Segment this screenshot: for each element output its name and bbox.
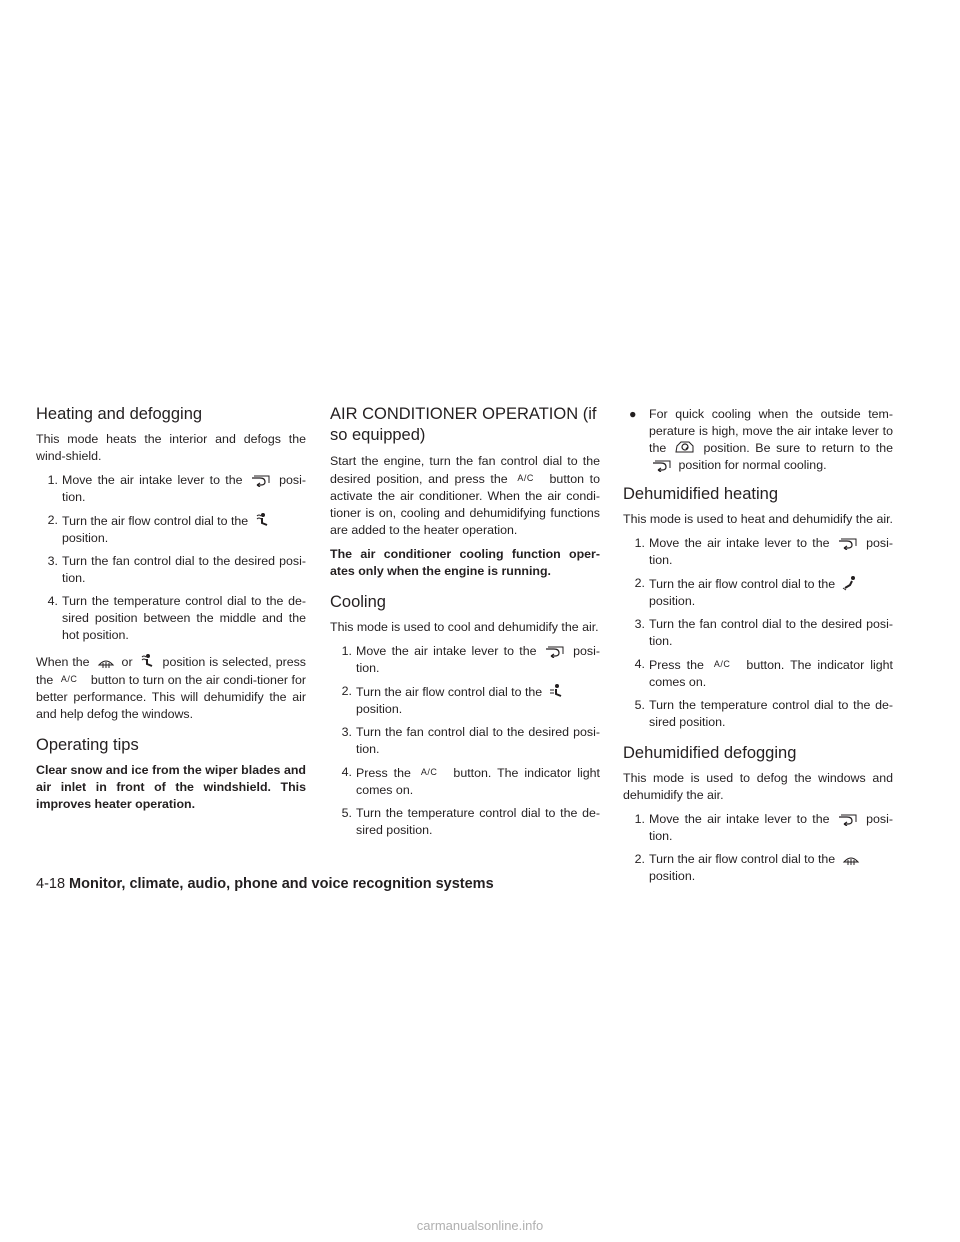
- page-footer: [36, 876, 494, 892]
- list-item: 5. Turn the temperature control dial to the de-sired position.: [634, 698, 893, 729]
- heading-heating-defogging: Heating and defogging: [36, 405, 203, 423]
- recirculate-air-icon: [675, 441, 695, 455]
- floor-icon: [842, 575, 858, 591]
- ac-bold-note: The air conditioner cooling function oper-ates only when the engine is running.: [330, 547, 600, 578]
- list-item: 3. Turn the fan control dial to the desired posi-tion.: [341, 725, 600, 756]
- outside-air-icon: [251, 475, 271, 487]
- heating-intro: This mode heats the interior and defogs the wind-shield.: [36, 432, 306, 463]
- cooling-intro: This mode is used to cool and dehumidify the air.: [330, 620, 599, 634]
- when-selected-paragraph: When the or position is selected, press the A/C button to turn on the air condi-tioner for better performance. This will dehumidify the air and help defog the windows.: [36, 655, 307, 721]
- ac-intro: Start the engine, turn the fan control dial to the desired position, and press the A/C button to activate the air conditioner. When the air condi-tioner is on, cooling and dehumidifying functions are added to the heater operation.: [330, 454, 600, 537]
- list-item: 2. Turn the air flow control dial to the position.: [36, 512, 306, 547]
- column-1: [36, 404, 306, 820]
- heading-dehumidified-defogging: Dehumidified defogging: [623, 744, 797, 762]
- list-item: 3. Turn the fan control dial to the desired posi-tion.: [47, 554, 306, 585]
- outside-air-icon: [652, 460, 672, 472]
- heading-cooling: Cooling: [330, 593, 386, 611]
- operating-tips-text: Clear snow and ice from the wiper blades and air inlet in front of the windshield. This improves heater operation.: [36, 763, 306, 811]
- ac-button-icon: A/C: [60, 674, 78, 684]
- list-item: ● For quick cooling when the outside tem-perature is high, move the air intake lever to the position. Be sure to return to the position for normal cooling.: [629, 407, 893, 472]
- ac-button-icon: A/C: [713, 659, 731, 669]
- chapter-title: Monitor, climate, audio, phone and voice recognition systems: [69, 876, 494, 892]
- outside-air-icon: [838, 538, 858, 550]
- column-2: [330, 404, 600, 845]
- list-item: 1. Move the air intake lever to the posi-tion.: [47, 473, 306, 504]
- defrost-icon: [97, 655, 115, 669]
- ac-button-icon: A/C: [517, 473, 534, 483]
- list-item: 5. Turn the temperature control dial to the de-sired position.: [341, 806, 600, 837]
- list-item: 4. Press the A/C button. The indicator light comes on.: [634, 657, 893, 689]
- heading-dehumidified-heating: Dehumidified heating: [623, 485, 779, 503]
- list-item: 4. Turn the temperature control dial to the de-sired position between the middle and the hot position.: [47, 594, 306, 642]
- outside-air-icon: [545, 646, 565, 658]
- outside-air-icon: [838, 814, 858, 826]
- list-item: 4. Press the A/C button. The indicator light comes on.: [341, 765, 600, 797]
- dehumidified-heating-intro: This mode is used to heat and dehumidify the air.: [623, 512, 893, 526]
- list-item: 2. Turn the air flow control dial to the position.: [623, 575, 893, 610]
- defrost-icon: [842, 852, 860, 866]
- defrost-floor-icon: [140, 653, 156, 669]
- watermark: carmanualsonline.info: [416, 1218, 544, 1233]
- list-item: 2. Turn the air flow control dial to the position.: [623, 851, 893, 885]
- list-item: 1. Move the air intake lever to the posi-tion.: [634, 812, 893, 843]
- defrost-floor-icon: [255, 512, 271, 528]
- vent-icon: [549, 683, 565, 699]
- list-item: 3. Turn the fan control dial to the desired posi-tion.: [634, 617, 893, 648]
- column-3: [623, 404, 893, 891]
- dehumidified-defogging-intro: This mode is used to defog the windows and dehumidify the air.: [623, 771, 893, 802]
- page-number: 4-18: [36, 876, 66, 892]
- heading-operating-tips: Operating tips: [36, 736, 139, 754]
- list-item: 1. Move the air intake lever to the posi-tion.: [341, 644, 600, 675]
- heading-air-conditioner-operation: AIR CONDITIONER OPERATION (if so equipped): [330, 405, 597, 444]
- list-item: 2. Turn the air flow control dial to the position.: [330, 683, 600, 718]
- ac-button-icon: A/C: [420, 767, 438, 777]
- list-item: 1. Move the air intake lever to the posi-tion.: [634, 536, 893, 567]
